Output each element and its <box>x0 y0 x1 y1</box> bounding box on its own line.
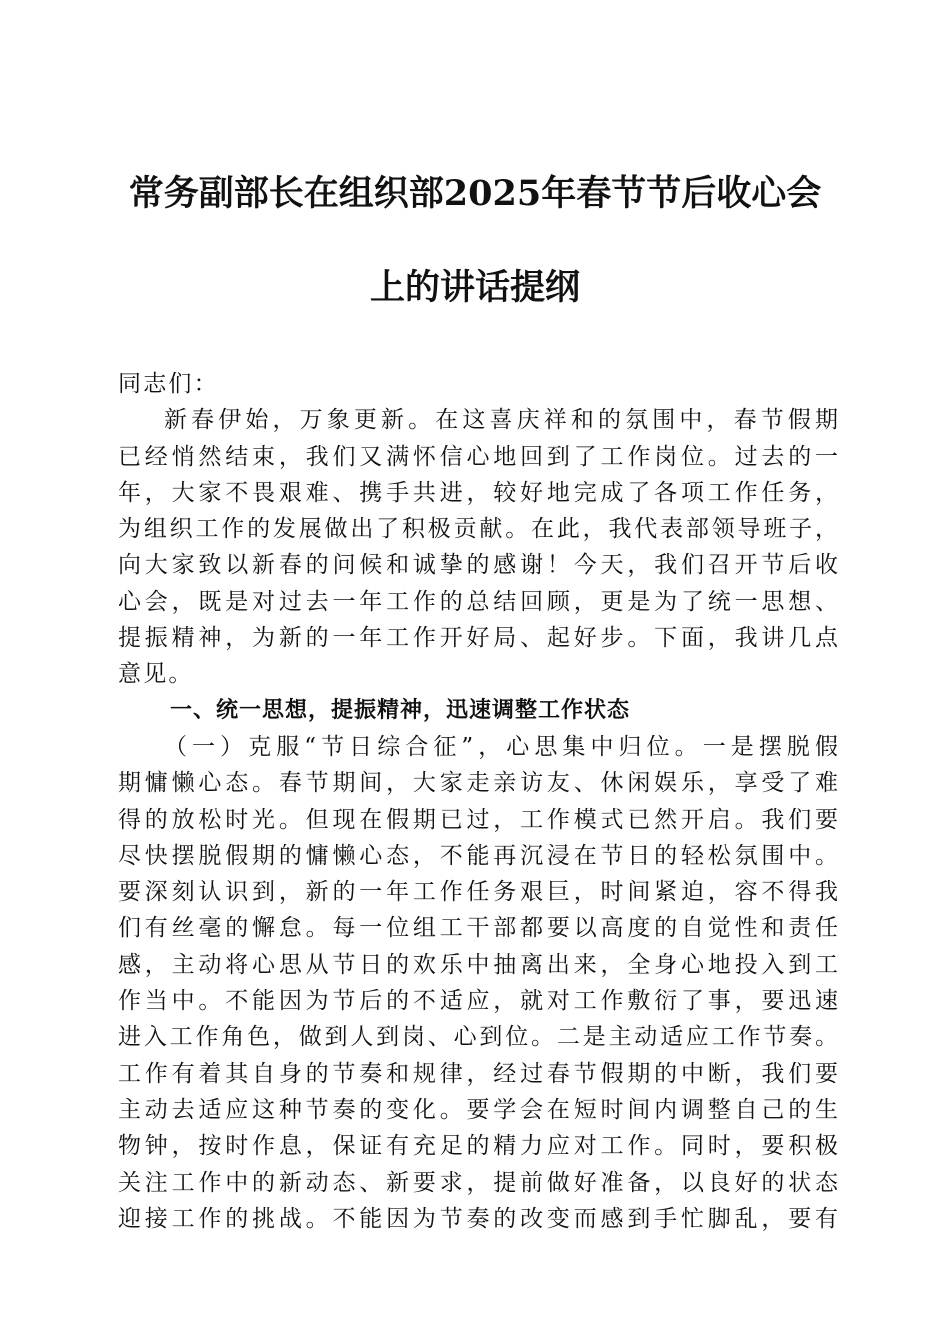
document-title-line-1: 常务副部长在组织部2025年春节节后收心会 <box>128 173 822 214</box>
paragraph-line: 新春伊始，万象更新。在这喜庆祥和的氛围中，春节假期 <box>164 407 838 434</box>
paragraph-line: 为组织工作的发展做出了积极贡献。在此，我代表部领导班子， <box>118 516 838 543</box>
paragraph-line: 主动去适应这种节奏的变化。要学会在短时间内调整自己的生 <box>118 1096 838 1123</box>
paragraph-line: 心会，既是对过去一年工作的总结回顾，更是为了统一思想、 <box>118 588 838 615</box>
paragraph-line: 作当中。不能因为节后的不适应，就对工作敷衍了事，要迅速 <box>118 988 838 1015</box>
paragraph-line: 进入工作角色，做到人到岗、心到位。二是主动适应工作节奏。 <box>118 1024 838 1051</box>
paragraph-line: 物钟，按时作息，保证有充足的精力应对工作。同时，要积极 <box>118 1133 838 1160</box>
paragraph-line: 期慵懒心态。春节期间，大家走亲访友、休闲娱乐，享受了难 <box>118 770 838 797</box>
paragraph-line: 感，主动将心思从节日的欢乐中抽离出来，全身心地投入到工 <box>118 951 838 978</box>
paragraph-line: 迎接工作的挑战。不能因为节奏的改变而感到手忙脚乱，要有 <box>118 1205 838 1232</box>
document-title-line-2: 上的讲话提纲 <box>369 267 580 308</box>
paragraph-line: （一）克服“节日综合征”，心思集中归位。一是摆脱假 <box>164 733 838 760</box>
document-body <box>118 366 838 1237</box>
paragraph-line: 得的放松时光。但现在假期已过，工作模式已然开启。我们要 <box>118 806 838 833</box>
paragraph-line: 要深刻认识到，新的一年工作任务艰巨，时间紧迫，容不得我 <box>118 879 838 906</box>
paragraph-line: 提振精神，为新的一年工作开好局、起好步。下面，我讲几点 <box>118 625 838 652</box>
paragraph-line: 关注工作中的新动态、新要求，提前做好准备，以良好的状态 <box>118 1169 838 1196</box>
section-heading: 一、统一思想，提振精神，迅速调整工作状态 <box>170 697 631 723</box>
paragraph-line: 意见。 <box>118 661 194 688</box>
paragraph-line: 尽快摆脱假期的慵懒心态，不能再沉浸在节日的轻松氛围中。 <box>118 842 838 869</box>
paragraph-line: 年，大家不畏艰难、携手共进，较好地完成了各项工作任务， <box>118 479 838 506</box>
paragraph-line: 已经悄然结束，我们又满怀信心地回到了工作岗位。过去的一 <box>118 443 838 470</box>
paragraph-line: 工作有着其自身的节奏和规律，经过春节假期的中断，我们要 <box>118 1060 838 1087</box>
paragraph-line: 向大家致以新春的问候和诚挚的感谢！今天，我们召开节后收 <box>118 552 838 579</box>
paragraph-line: 们有丝毫的懈怠。每一位组工干部都要以高度的自觉性和责任 <box>118 915 838 942</box>
salutation: 同志们： <box>118 371 219 397</box>
